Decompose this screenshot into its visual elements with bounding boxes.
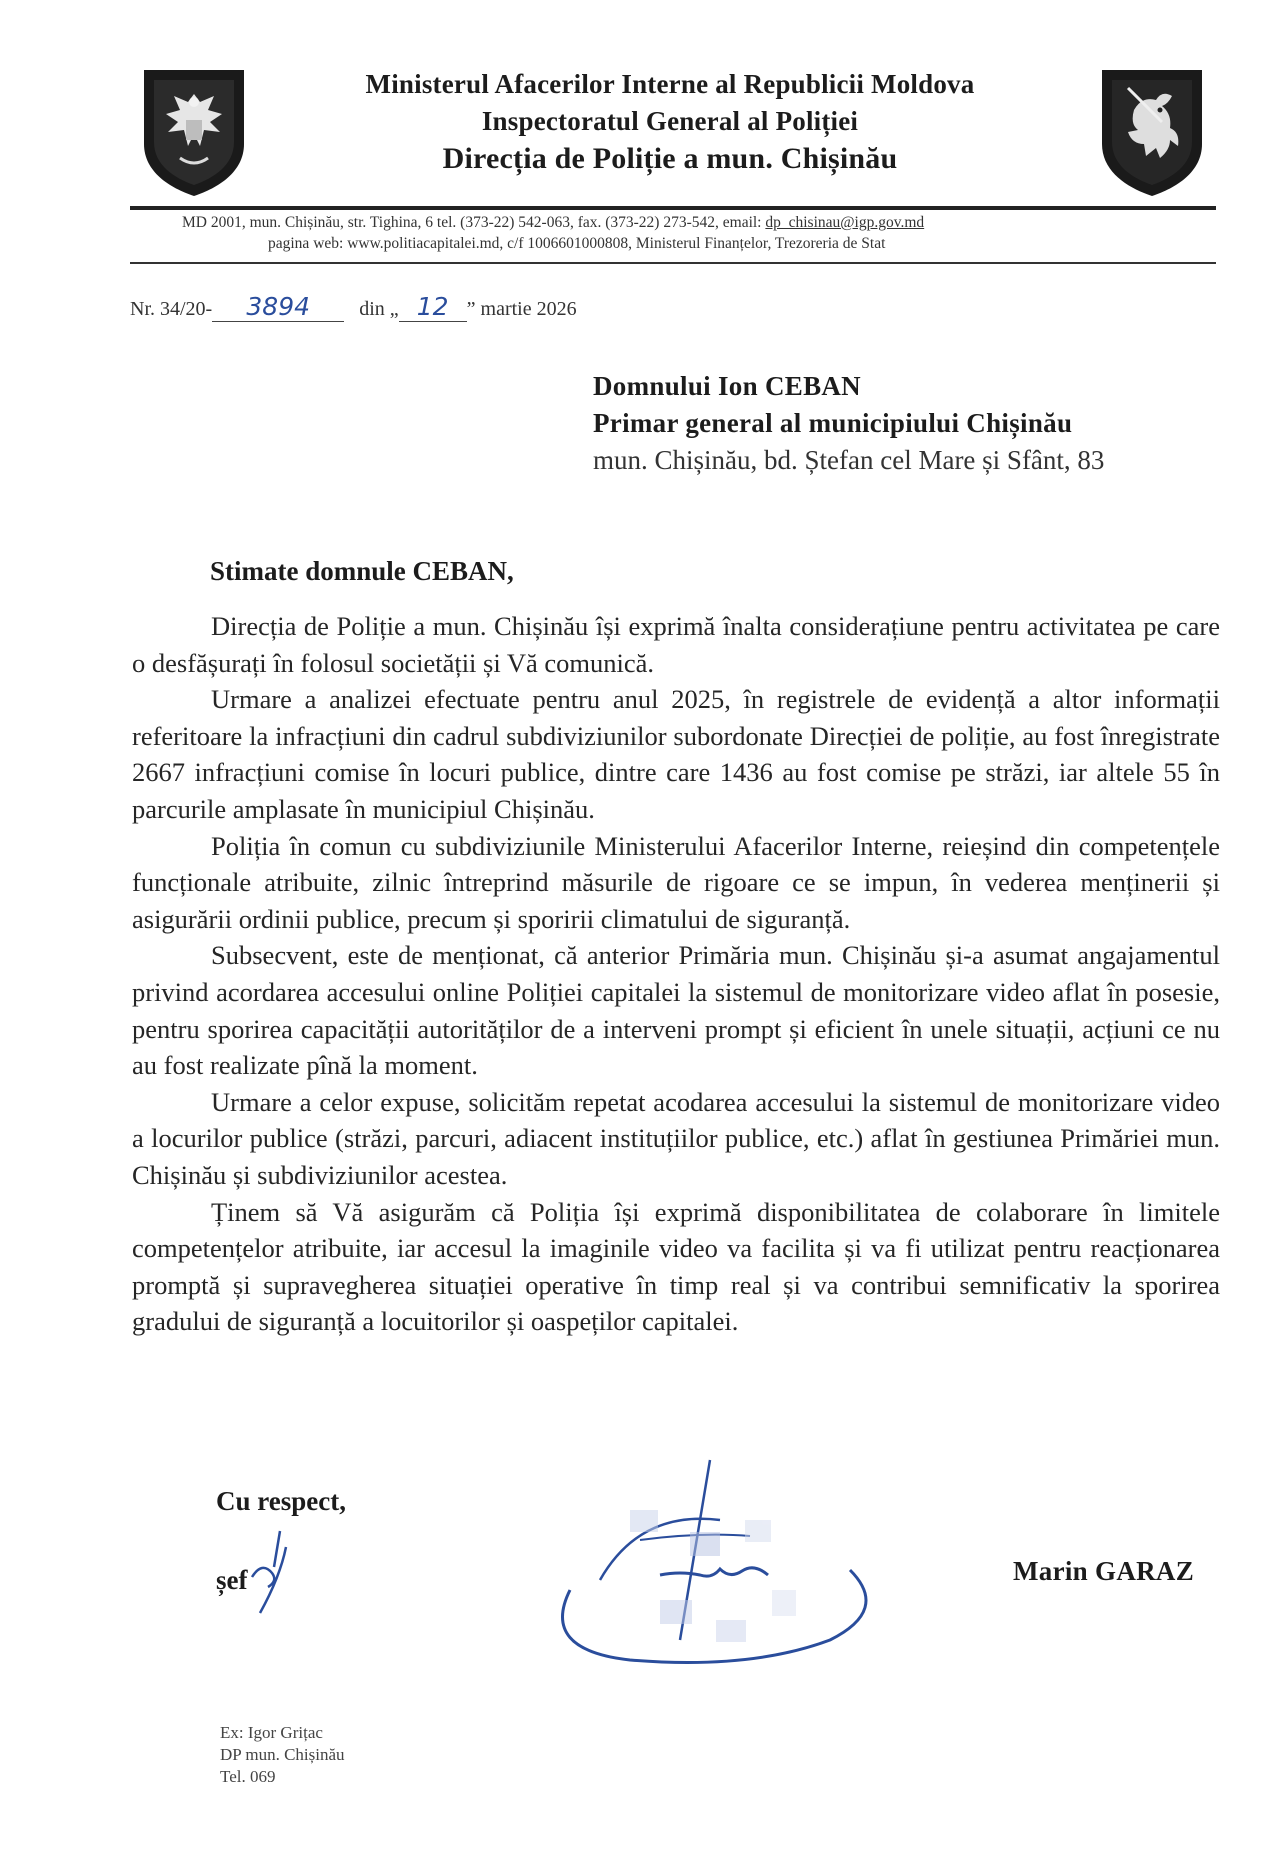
executor-info	[220, 1722, 345, 1788]
signer-role: șef	[216, 1565, 247, 1596]
contact-line-2: pagina web: www.politiacapitalei.md, c/f 1006601000808, Ministerul Finanțelor, Trezoreria de Stat	[268, 235, 886, 252]
contact-info	[130, 212, 1216, 254]
directorate-name: Direcția de Poliție a mun. Chișinău	[442, 142, 898, 175]
registration-prefix: Nr. 34/20-	[130, 298, 213, 320]
body-paragraph: Urmare a analizei efectuate pentru anul 2025, în registrele de evidență a altor informații referitoare la infracțiuni din cadrul subdiviziunilor subordonate Direcției de poliție, au fost înregistrate 2667 infracțiuni comise în locuri publice, dintre care 1436 au fost comise pe străzi, iar altele 55 în parcurile amplasate în municipiul Chișinău.	[132, 684, 1220, 824]
addressee-name: Domnului Ion CEBAN	[593, 371, 861, 401]
header-divider-bottom	[130, 262, 1216, 264]
addressee-address: mun. Chișinău, bd. Ștefan cel Mare și Sfânt, 83	[593, 445, 1105, 475]
addressee-block	[593, 368, 1104, 479]
addressee-title: Primar general al municipiului Chișinău	[593, 408, 1073, 438]
body-paragraph: Poliția în comun cu subdiviziunile Ministerului Afacerilor Interne, reieșind din competențele funcționale atribuite, zilnic întreprind măsurile de rigoare ce se impun, în vederea menținerii și asigurării ordinii publice, precum și sporirii climatului de siguranță.	[132, 830, 1220, 934]
moldova-coat-of-arms-icon	[140, 66, 248, 198]
body-paragraph: Ținem să Vă asigurăm că Poliția își exprimă disponibilitatea de colaborare în limitele competențelor atribuite, iar accesul la imaginile video va facilita și va fi utilizat pentru reacționarea promptă și supravegherea situației operative în timp real și va contribui semnificativ la sporirea gradului de siguranță a locuitorilor și oaspeților capitalei.	[132, 1196, 1220, 1337]
email-link[interactable]: dp_chisinau@igp.gov.md	[765, 214, 925, 231]
contact-line-1: MD 2001, mun. Chișinău, str. Tighina, 6 tel. (373-22) 542-063, fax. (373-22) 273-542, email:	[182, 214, 766, 231]
registration-day: 12	[399, 292, 467, 322]
letter-body	[132, 608, 1220, 1340]
salutation: Stimate domnule CEBAN,	[210, 556, 514, 586]
body-paragraph: Subsecvent, este de menționat, că anterior Primăria mun. Chișinău și-a asumat angajamentul privind acordarea accesului online Poliției capitalei la sistemul de monitorizare video aflat în posesie, pentru sporirea capacității autorităților de a interveni prompt și eficient în unele situații, acțiuni ce nu au fost realizate pînă la moment.	[132, 940, 1220, 1081]
body-paragraph: Urmare a celor expuse, solicităm repetat acodarea accesului la sistemul de monitorizare video a locurilor publice (străzi, parcuri, adiacent instituțiilor publice, etc.) aflat în gestiunea Primăriei mun. Chișinău și subdiviziunilor acestea.	[132, 1086, 1220, 1190]
date-label: din „	[359, 298, 399, 320]
header-divider-top	[130, 206, 1216, 210]
executor-name: Ex: Igor Grițac	[220, 1723, 323, 1742]
date-suffix: ” martie 2026	[466, 298, 577, 320]
signer-name: Marin GARAZ	[1013, 1556, 1195, 1586]
ministry-name: Ministerul Afacerilor Interne al Republicii Moldova	[365, 69, 975, 99]
initials-signature	[246, 1527, 306, 1617]
executor-unit: DP mun. Chișinău	[220, 1745, 345, 1764]
registration-line	[130, 292, 577, 322]
registration-number: 3894	[212, 292, 344, 322]
closing-regards: Cu respect,	[216, 1486, 346, 1516]
body-paragraph: Direcția de Poliție a mun. Chișinău își exprimă înalta considerațiune pentru activitatea pe care o desfășurați în folosul societății și Vă comunică.	[132, 611, 1220, 678]
institution-header	[260, 66, 1080, 177]
inspectorate-name: Inspectoratul General al Poliției	[481, 106, 859, 136]
handwritten-signature	[540, 1440, 900, 1670]
chisinau-police-lion-emblem-icon	[1098, 66, 1206, 198]
executor-phone: Tel. 069	[220, 1767, 276, 1786]
